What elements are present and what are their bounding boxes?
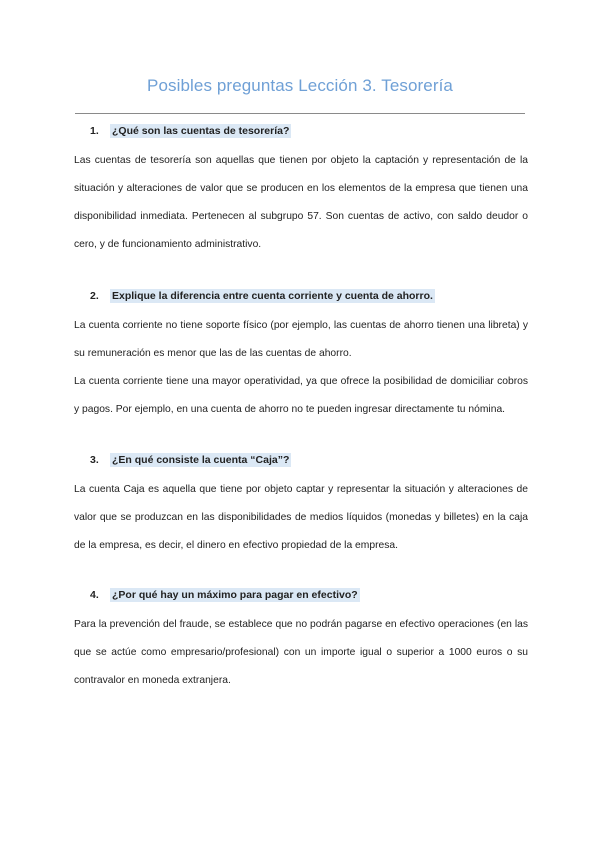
answer-paragraph: Para la prevención del fraude, se establece que no podrán pagarse en efectivo operaciones (en las que se actúe como empresario/profesional) con un importe igual o superior a 1000 euros o su contravalor en moneda extranjera. <box>74 619 528 686</box>
question-section-1 <box>74 124 528 259</box>
answer-paragraph: La cuenta corriente tiene una mayor operatividad, ya que ofrece la posibilidad de domiciliar cobros y pagos. Por ejemplo, en una cuenta de ahorro no te pueden ingresar directamente tu nómina. <box>74 376 528 415</box>
question-text: ¿Qué son las cuentas de tesorería? <box>112 125 290 137</box>
question-section-2 <box>74 289 528 424</box>
answer-paragraph: Las cuentas de tesorería son aquellas que tienen por objeto la captación y representación de la situación y alteraciones de valor que se producen en los elementos de la empresa que tienen una disponibilidad inmediata. Pertenecen al subgrupo 57. Son cuentas de activo, con saldo deudor o cero, y de funcionamiento administrativo. <box>74 155 528 250</box>
question-heading <box>90 124 528 138</box>
question-text: ¿En qué consiste la cuenta “Caja”? <box>112 454 290 466</box>
question-section-4 <box>74 588 528 695</box>
question-heading <box>90 588 528 602</box>
answer-paragraph: La cuenta Caja es aquella que tiene por objeto captar y representar la situación y alteraciones de valor que se produzcan en las disponibilidades de medios líquidos (monedas y billetes) en la caja de la empresa, es decir, el dinero en efectivo propiedad de la empresa. <box>74 484 528 551</box>
answer-paragraph: La cuenta corriente no tiene soporte físico (por ejemplo, las cuentas de ahorro tienen una libreta) y su remuneración es menor que las de las cuentas de ahorro. <box>74 320 528 359</box>
question-number: 4. <box>90 589 99 601</box>
question-number: 3. <box>90 454 99 466</box>
question-text: Explique la diferencia entre cuenta corriente y cuenta de ahorro. <box>112 290 433 302</box>
title-divider <box>75 113 525 114</box>
question-number: 2. <box>90 290 99 302</box>
document-title: Posibles preguntas Lección 3. Tesorería <box>147 76 453 95</box>
question-text: ¿Por qué hay un máximo para pagar en efectivo? <box>112 589 358 601</box>
question-heading <box>90 289 528 303</box>
question-section-3 <box>74 453 528 560</box>
question-number: 1. <box>90 125 99 137</box>
question-heading <box>90 453 528 467</box>
